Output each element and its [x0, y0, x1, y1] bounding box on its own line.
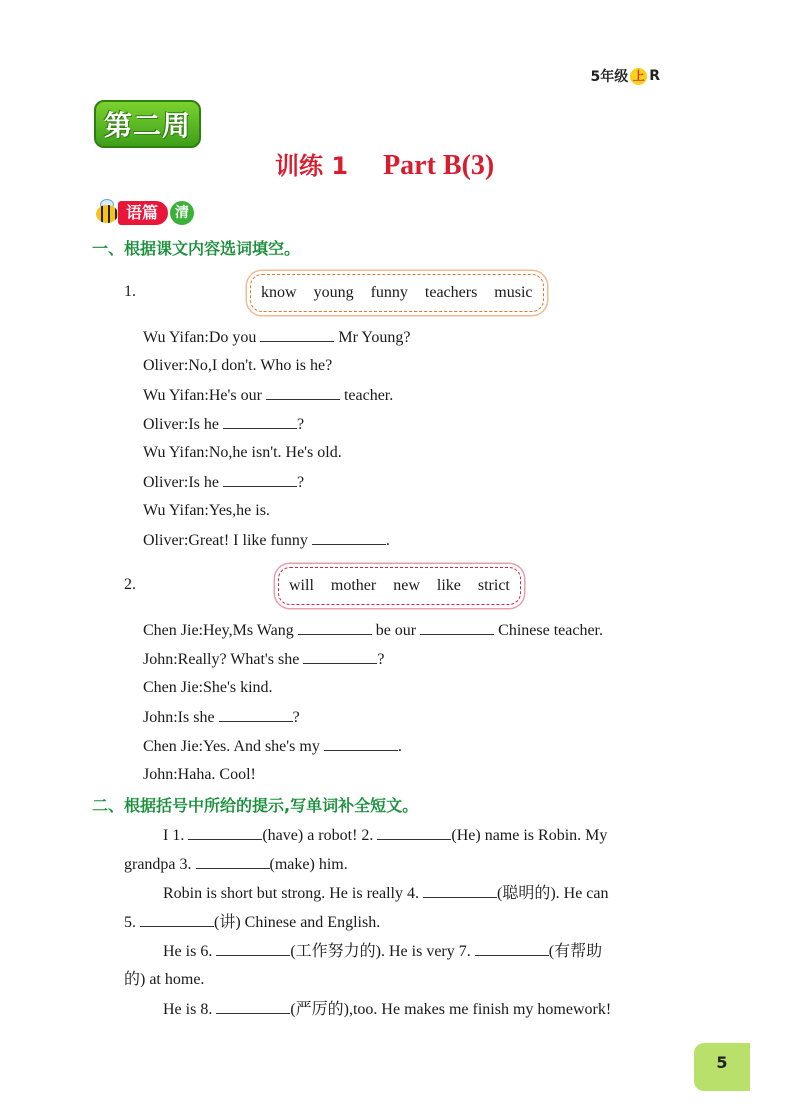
paragraph-line: 5. (讲) Chinese and English.	[124, 914, 381, 931]
word-bank-item: like	[436, 577, 461, 594]
dialogue-line: John:Is she ?	[143, 709, 300, 726]
dialogue-line: Oliver:Is he ?	[143, 474, 305, 491]
dialogue-line: Oliver:No,I don't. Who is he?	[143, 357, 333, 374]
answer-blank[interactable]	[196, 854, 270, 869]
dialogue-line: Wu Yifan:No,he isn't. He's old.	[143, 444, 342, 461]
word-bank-item: mother	[330, 577, 377, 594]
part1-heading: 一、根据课文内容选词填空。	[92, 239, 301, 258]
word-bank-item: funny	[370, 284, 408, 301]
lesson-title-cn: 训练 1	[275, 152, 349, 180]
dialogue-line: Chen Jie:Hey,Ms Wang be our Chinese teacher.	[143, 622, 603, 639]
word-bank-item: young	[313, 284, 354, 301]
dialogue-line: Oliver:Great! I like funny .	[143, 532, 390, 549]
lesson-title-en: Part B(3)	[383, 150, 495, 181]
grade-term-mark: 上	[630, 68, 647, 85]
paragraph-line: Robin is short but strong. He is really 4. (聪明的). He can	[163, 885, 609, 902]
answer-blank[interactable]	[188, 825, 262, 840]
dialogue-line: Wu Yifan:He's our teacher.	[143, 387, 394, 404]
grade-prefix: 5年级	[590, 69, 629, 85]
dialogue-line: Chen Jie:Yes. And she's my .	[143, 738, 402, 755]
answer-blank[interactable]	[475, 941, 549, 956]
word-bank-item: teachers	[424, 284, 478, 301]
dialogue-line: John:Haha. Cool!	[143, 766, 256, 783]
answer-blank[interactable]	[219, 707, 293, 722]
answer-blank[interactable]	[223, 472, 297, 487]
lesson-title	[275, 146, 494, 182]
section-badge	[92, 200, 194, 226]
page-number: 5	[694, 1043, 750, 1091]
grade-label	[590, 66, 660, 86]
paragraph-line: 的) at home.	[124, 971, 205, 988]
answer-blank[interactable]	[324, 736, 398, 751]
answer-blank[interactable]	[140, 912, 214, 927]
answer-blank[interactable]	[260, 327, 334, 342]
q1-number: 1.	[124, 283, 136, 300]
answer-blank[interactable]	[216, 941, 290, 956]
word-bank-item: know	[261, 284, 297, 301]
answer-blank[interactable]	[423, 883, 497, 898]
word-bank-item: music	[494, 284, 533, 301]
answer-blank[interactable]	[266, 385, 340, 400]
word-bank-item: strict	[477, 577, 510, 594]
week-badge: 第二周	[94, 100, 201, 148]
paragraph-line: He is 6. (工作努力的). He is very 7. (有帮助	[163, 943, 603, 960]
answer-blank[interactable]	[216, 999, 290, 1014]
part2-heading: 二、根据括号中所给的提示,写单词补全短文。	[92, 796, 419, 815]
answer-blank[interactable]	[298, 620, 372, 635]
paragraph-line: grandpa 3. (make) him.	[124, 856, 348, 873]
paragraph-line: I 1. (have) a robot! 2. (He) name is Robin. My	[163, 827, 608, 844]
q1-word-box	[250, 274, 544, 312]
dialogue-line: Chen Jie:She's kind.	[143, 679, 273, 696]
dialogue-line: John:Really? What's she ?	[143, 651, 385, 668]
section-badge-mark: 清	[170, 201, 194, 225]
word-bank-item: new	[393, 577, 420, 594]
grade-edition: R	[649, 68, 660, 84]
paragraph-line: He is 8. (严厉的),too. He makes me finish my homework!	[163, 1001, 612, 1018]
q2-number: 2.	[124, 576, 136, 593]
answer-blank[interactable]	[223, 414, 297, 429]
dialogue-line: Wu Yifan:Do you Mr Young?	[143, 329, 411, 346]
section-badge-label: 语篇	[118, 201, 168, 225]
dialogue-line: Wu Yifan:Yes,he is.	[143, 502, 270, 519]
answer-blank[interactable]	[303, 649, 377, 664]
answer-blank[interactable]	[420, 620, 494, 635]
answer-blank[interactable]	[377, 825, 451, 840]
dialogue-line: Oliver:Is he ?	[143, 416, 305, 433]
word-bank-item: will	[289, 577, 314, 594]
bee-icon	[92, 199, 122, 227]
answer-blank[interactable]	[312, 530, 386, 545]
q2-word-box	[278, 567, 521, 605]
